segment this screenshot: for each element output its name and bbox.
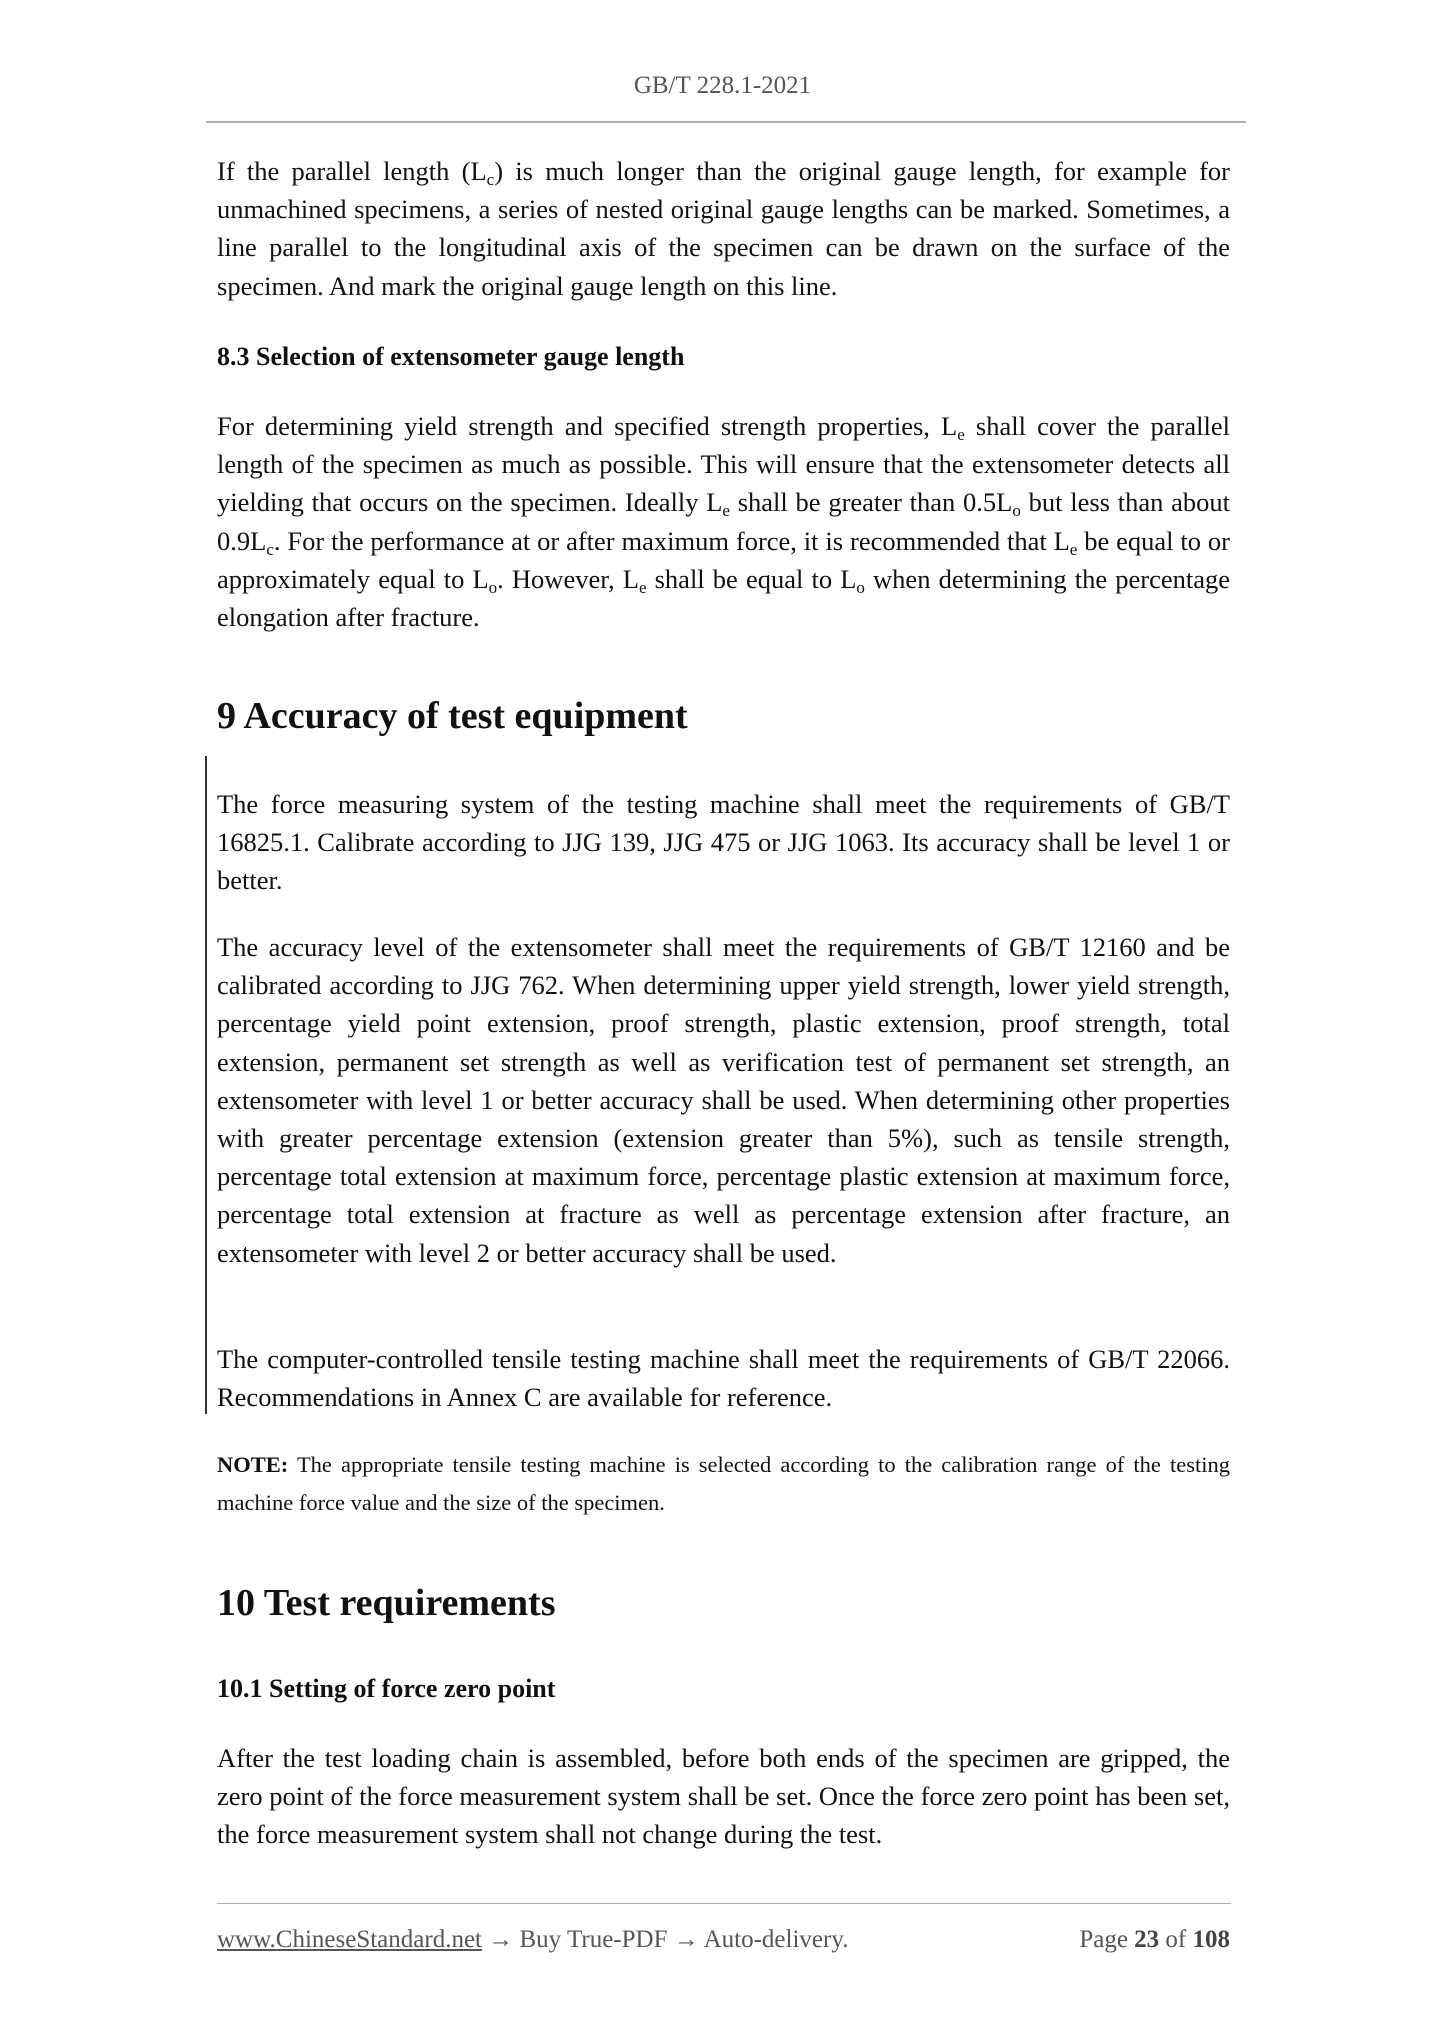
change-bar (205, 756, 207, 1414)
subscript: o (488, 577, 498, 597)
subscript: e (957, 425, 965, 444)
text-run: The accuracy level of the extensometer shall meet the requirements of GB/T 12160 and be calibrated according to JJG 762. When determining upper yield strength, lower yield strength, percentage yield point extension, proof strength, plastic extension, proof strength, total extension, permanent set strength as well as verification test of permanent set strength, an extensometer with level 1 or better accuracy shall be used. When determining other properties with greater percentage extension (extension greater than 5%), such as tensile strength, percentage total extension at maximum force, percentage plastic extension at maximum force, percentage total extension at fracture as well as percentage extension after fracture, an extensometer with level 2 or better accuracy shall be used. (217, 932, 1230, 1268)
current-page: 23 (1134, 1926, 1160, 1953)
text-run: If the parallel length (L (217, 156, 487, 186)
page-number (1079, 1926, 1230, 1954)
footer-divider (217, 1903, 1231, 1904)
text-run: . For the performance at or after maximum force, it is recommended that L (273, 525, 1070, 556)
text-run: but less than about 0.9L (217, 487, 1230, 556)
text-run: when determining the percentage elongation after fracture. (217, 563, 1231, 633)
subscript: c (486, 170, 495, 189)
total-pages: 108 (1192, 1926, 1230, 1953)
document-id-header: GB/T 228.1-2021 (633, 72, 812, 99)
text-run: For determining yield strength and specified strength properties, L (217, 411, 958, 441)
text-run: The force measuring system of the testing machine shall meet the requirements of GB/T 16825.1. Calibrate according to JJG 139, JJG 475 or JJG 1063. Its accuracy shall be level 1 or better. (217, 789, 1230, 896)
text-run: ) is much longer than the original gauge length, for example for unmachined specimens, a series of nested original gauge lengths can be marked. Sometimes, a line parallel to the longitudinal axis of the specimen can be drawn on the surface of the specimen. And mark the original gauge length on this line. (217, 156, 1230, 301)
subscript: e (638, 577, 647, 597)
text-run: shall cover the parallel length of the specimen as much as possible. This will ensure that the extensometer detects all yielding that occurs on the specimen. Ideally L (217, 411, 1230, 518)
note (217, 1446, 1230, 1522)
subscript: c (266, 539, 274, 559)
subscript: o (1012, 501, 1021, 521)
note-text: The appropriate tensile testing machine is selected according to the calibration range of the testing machine force value and the size of the specimen. (217, 1452, 1230, 1515)
text-run: After the test loading chain is assembled, before both ends of the specimen are gripped, the zero point of the force measurement system shall be set. Once the force zero point has been set, the force measurement system shall not change during the test. (217, 1743, 1230, 1850)
subscript: e (1069, 539, 1078, 559)
paragraph-gauge-marking (217, 152, 1230, 305)
subscript: o (856, 577, 865, 597)
footer-buy-text: → Buy True-PDF (482, 1926, 674, 1953)
paragraph-force-zero-point (217, 1739, 1230, 1854)
text-run: . However, L (497, 563, 639, 594)
note-label: NOTE: (217, 1452, 289, 1477)
footer-delivery-text: → Auto-delivery. (673, 1926, 849, 1953)
paragraph-extensometer-gauge-length (217, 407, 1230, 636)
subscript: e (722, 501, 730, 521)
text-run: be equal to or approximately equal to L (217, 525, 1230, 594)
text-run: shall be equal to L (646, 563, 857, 594)
heading-8-3: 8.3 Selection of extensometer gauge length (217, 342, 685, 371)
text-run: shall be greater than 0.5L (729, 487, 1013, 518)
paragraph-computer-controlled-machine (217, 1340, 1230, 1416)
heading-10: 10 Test requirements (217, 1582, 556, 1624)
paragraph-extensometer-accuracy (217, 928, 1230, 1272)
header-divider (206, 121, 1246, 123)
heading-10-1: 10.1 Setting of force zero point (217, 1674, 556, 1703)
paragraph-force-measuring-system (217, 785, 1230, 900)
text-run: The computer-controlled tensile testing machine shall meet the requirements of GB/T 22066. Recommendations in Annex C are available for reference. (217, 1344, 1230, 1413)
of-label: of (1159, 1926, 1193, 1953)
chinesestandard-link[interactable]: www.ChineseStandard.net (217, 1926, 482, 1953)
heading-9: 9 Accuracy of test equipment (217, 695, 688, 737)
footer-promo (217, 1926, 848, 1954)
page-label: Page (1079, 1926, 1135, 1953)
